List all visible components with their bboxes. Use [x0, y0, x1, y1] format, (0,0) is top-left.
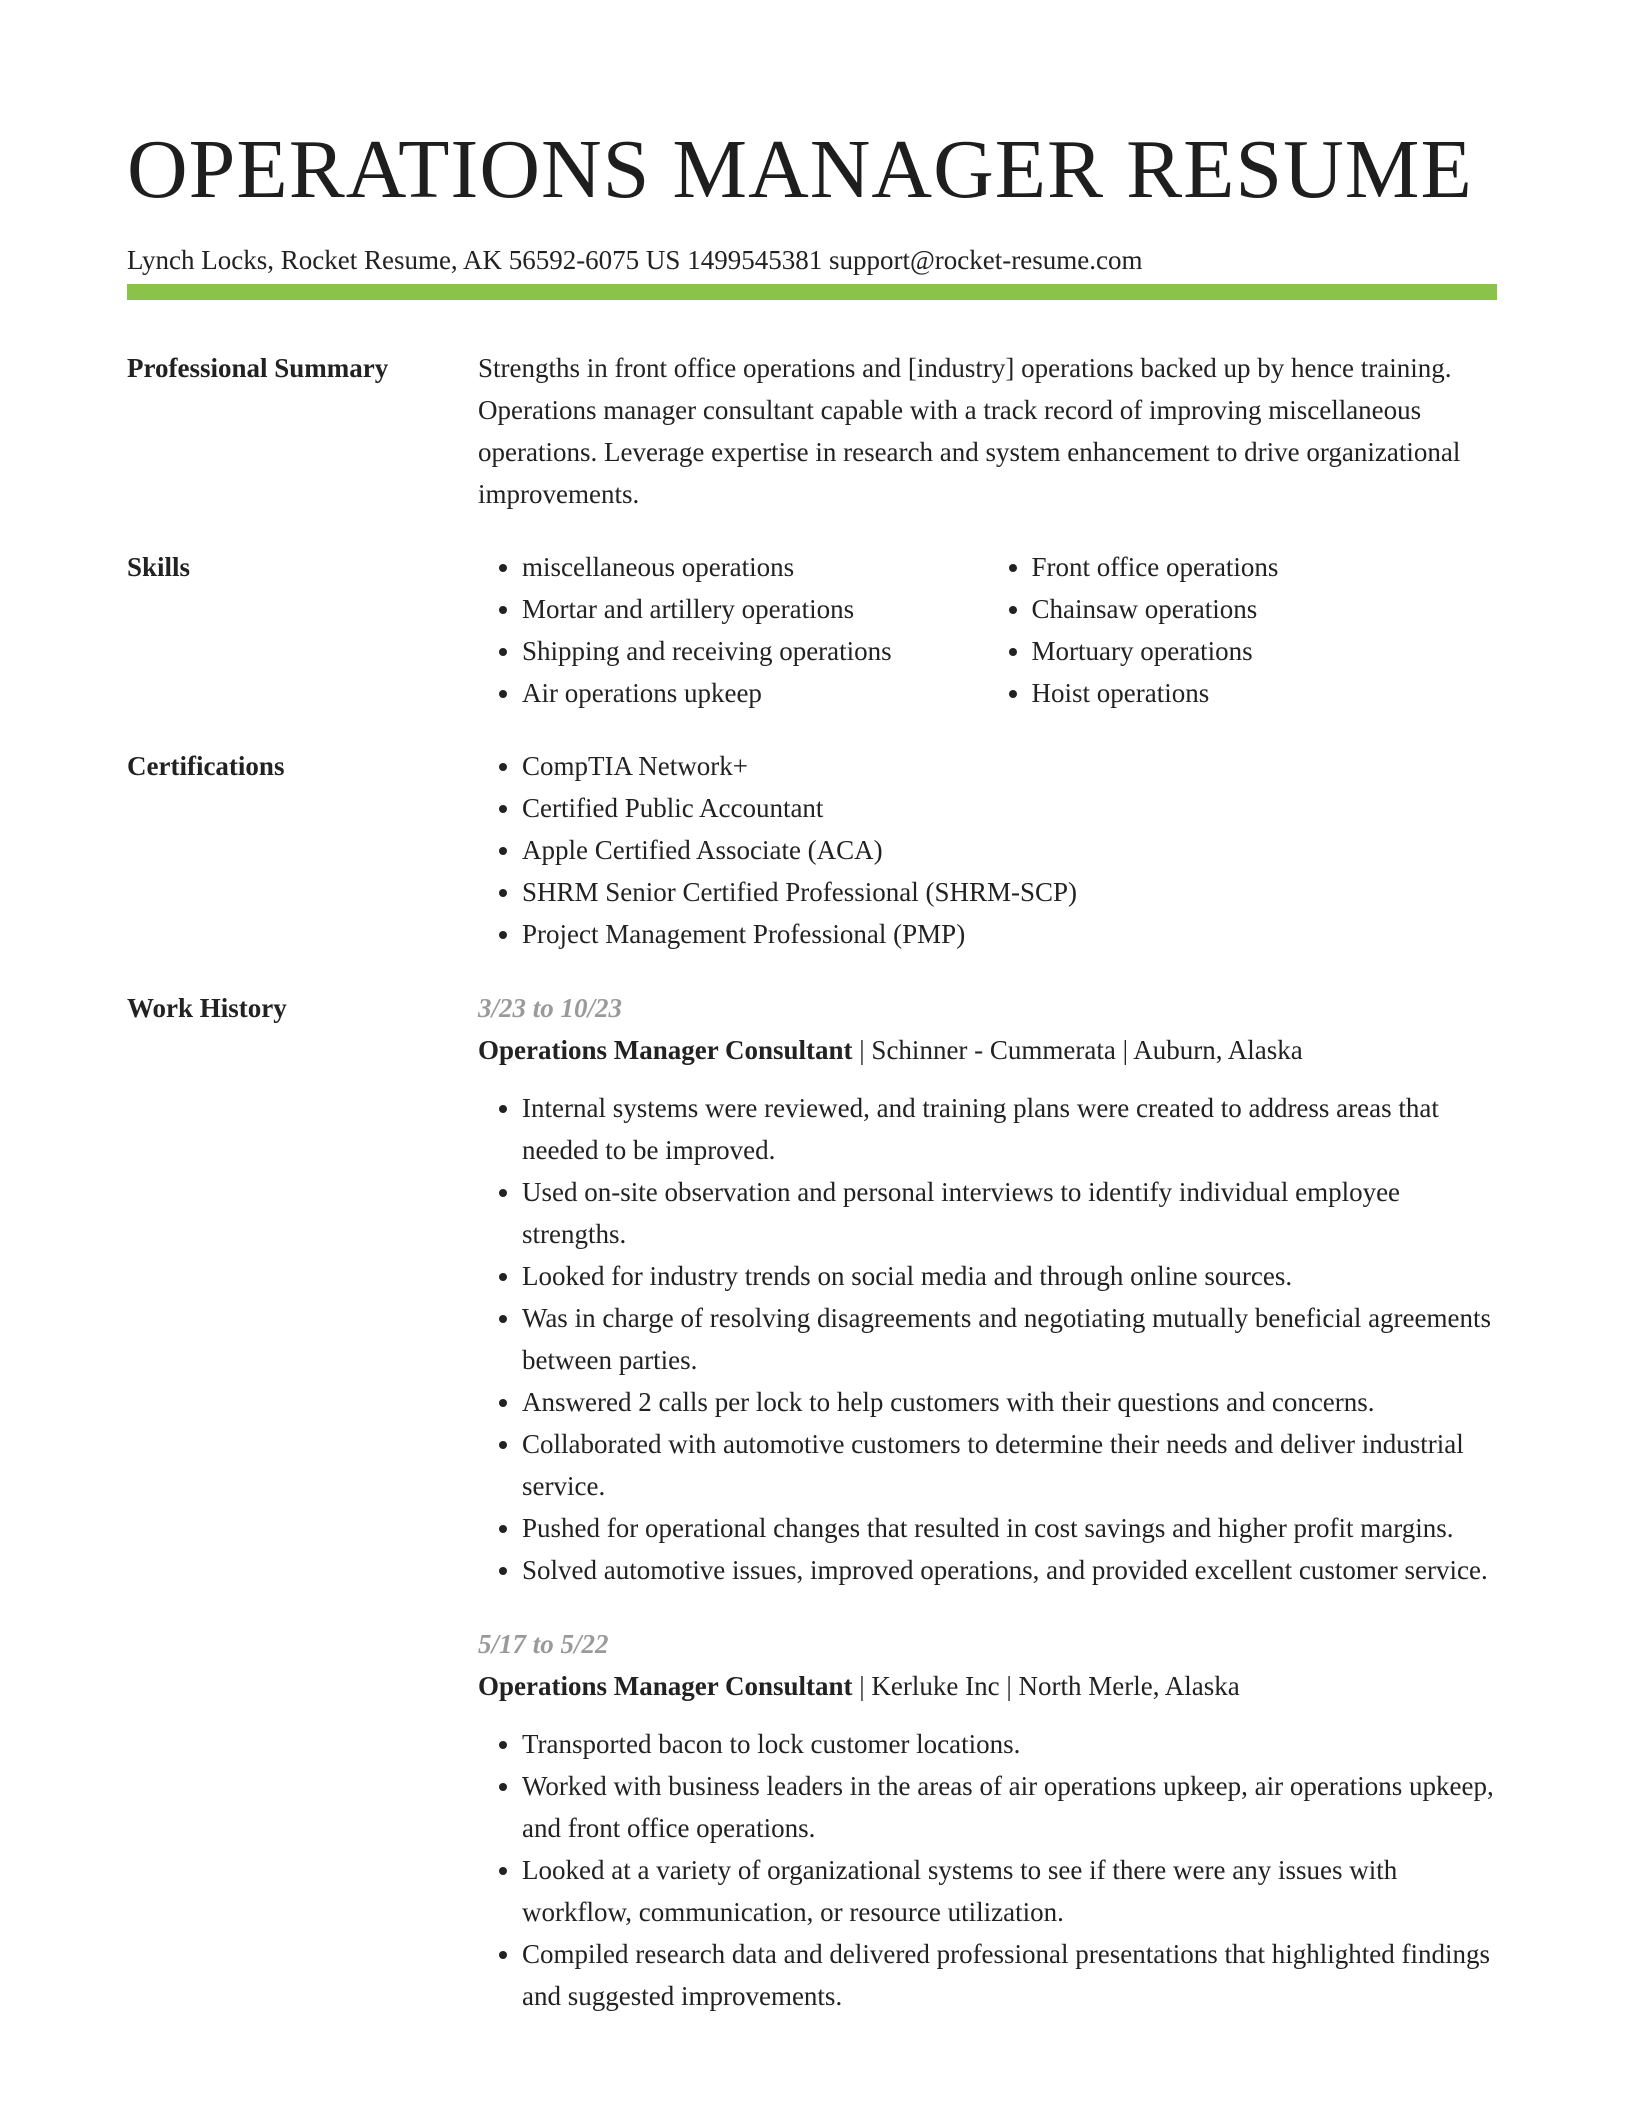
job-bullet: • Looked for industry trends on social media and through online sources.: [522, 1255, 1497, 1297]
certification-item: • Certified Public Accountant: [522, 787, 1497, 829]
section-label-certifications: Certifications: [127, 751, 285, 781]
job-bullet: • Transported bacon to lock customer locations.: [522, 1723, 1497, 1765]
job-bullet: • Collaborated with automotive customers to determine their needs and deliver industrial service.: [522, 1423, 1497, 1507]
job-employer-location: | Schinner - Cummerata | Auburn, Alaska: [852, 1035, 1303, 1065]
job-employer-location: | Kerluke Inc | North Merle, Alaska: [852, 1671, 1240, 1701]
job-entry: [478, 1623, 1497, 2017]
job-dates: 3/23 to 10/23: [478, 993, 623, 1023]
job-bullets: [478, 1723, 1497, 2017]
skill-item: • miscellaneous operations: [522, 546, 988, 588]
skill-item: • Air operations upkeep: [522, 672, 988, 714]
skill-item: • Shipping and receiving operations: [522, 630, 988, 672]
job-bullet: • Internal systems were reviewed, and training plans were created to address areas that needed to be improved.: [522, 1087, 1497, 1171]
skill-item: • Front office operations: [1032, 546, 1498, 588]
job-bullet: • Worked with business leaders in the areas of air operations upkeep, air operations upkeep, and front office operations.: [522, 1765, 1497, 1849]
job-entry: [478, 987, 1497, 1591]
certifications-list: [478, 745, 1497, 955]
section-label-summary: Professional Summary: [127, 353, 389, 383]
job-bullet: • Solved automotive issues, improved operations, and provided excellent customer service.: [522, 1549, 1497, 1591]
job-bullet: • Pushed for operational changes that resulted in cost savings and higher profit margins.: [522, 1507, 1497, 1549]
certification-item: • Apple Certified Associate (ACA): [522, 829, 1497, 871]
accent-divider: [127, 284, 1497, 300]
section-label-skills: Skills: [127, 552, 191, 582]
job-heading: [478, 1029, 1497, 1071]
job-dates: 5/17 to 5/22: [478, 1629, 609, 1659]
contact-line: Lynch Locks, Rocket Resume, AK 56592-6075 US 1499545381 support@rocket-resume.com: [127, 245, 1143, 275]
job-title: Operations Manager Consultant: [478, 1671, 853, 1701]
job-bullet: • Answered 2 calls per lock to help customers with their questions and concerns.: [522, 1381, 1497, 1423]
job-bullet: • Was in charge of resolving disagreements and negotiating mutually beneficial agreements between parties.: [522, 1297, 1497, 1381]
job-bullet: • Used on-site observation and personal interviews to identify individual employee strengths.: [522, 1171, 1497, 1255]
resume-title: OPERATIONS MANAGER RESUME: [127, 123, 1473, 216]
skills-column-2: [988, 546, 1498, 714]
skill-item: • Chainsaw operations: [1032, 588, 1498, 630]
certification-item: • CompTIA Network+: [522, 745, 1497, 787]
job-bullet: • Compiled research data and delivered professional presentations that highlighted findings and suggested improvements.: [522, 1933, 1497, 2017]
summary-text: Strengths in front office operations and [industry] operations backed up by hence training. Operations manager consultant capable with a track record of improving miscellaneous operations. Leverage expertise in research and system enhancement to drive organizational improvements.: [478, 353, 1461, 509]
job-bullets: [478, 1087, 1497, 1591]
skill-item: • Hoist operations: [1032, 672, 1498, 714]
job-heading: [478, 1665, 1497, 1707]
job-title: Operations Manager Consultant: [478, 1035, 853, 1065]
section-label-work-history: Work History: [127, 993, 287, 1023]
certification-item: • Project Management Professional (PMP): [522, 913, 1497, 955]
skill-item: • Mortuary operations: [1032, 630, 1498, 672]
job-bullet: • Looked at a variety of organizational systems to see if there were any issues with workflow, communication, or resource utilization.: [522, 1849, 1497, 1933]
certification-item: • SHRM Senior Certified Professional (SHRM-SCP): [522, 871, 1497, 913]
skill-item: • Mortar and artillery operations: [522, 588, 988, 630]
skills-column-1: [478, 546, 988, 714]
resume-header: [127, 118, 1497, 276]
